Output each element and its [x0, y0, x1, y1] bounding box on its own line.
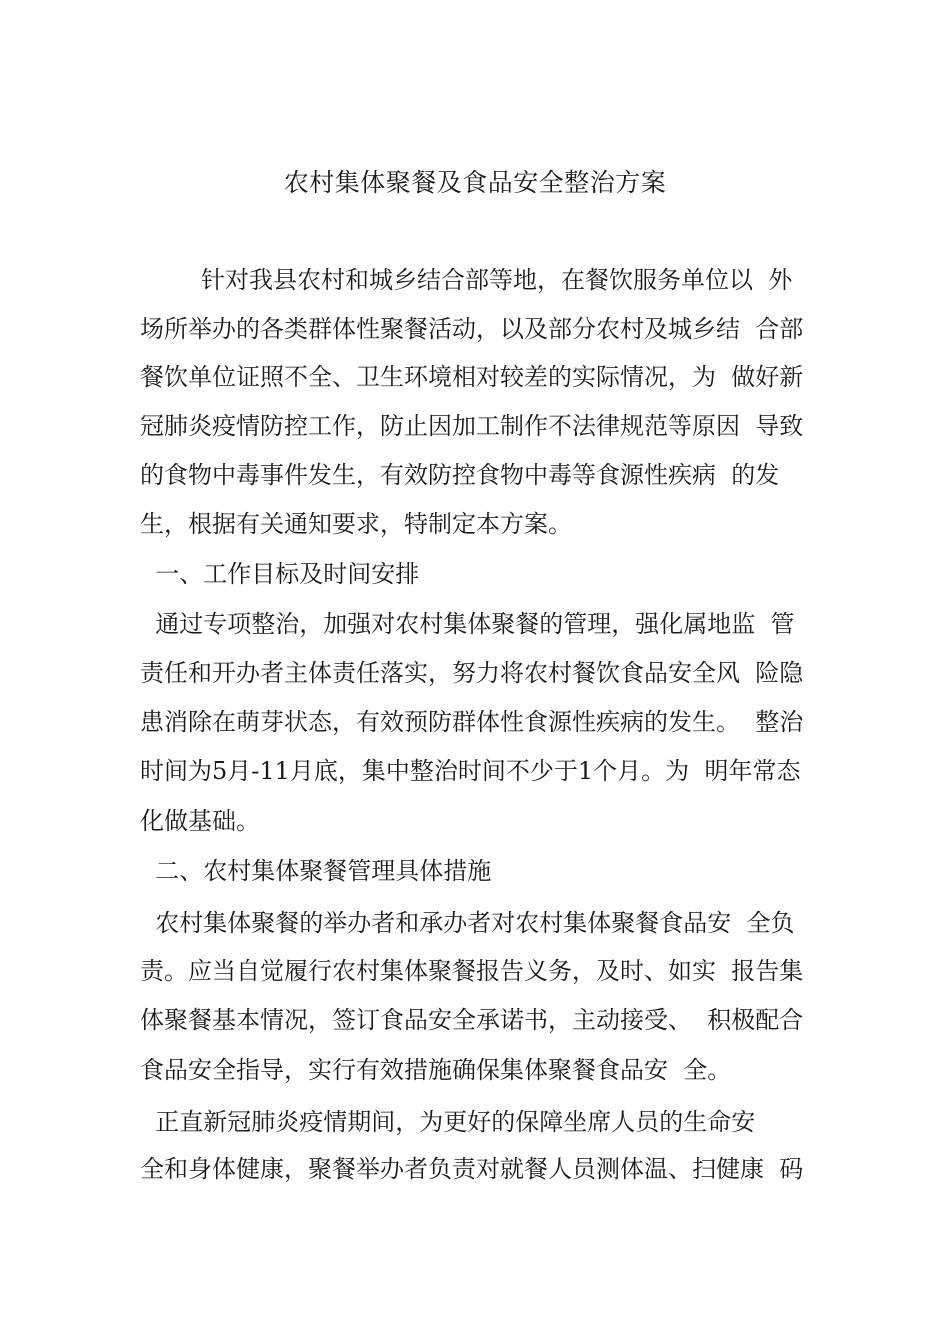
- body-line: 责。应当自觉履行农村集体聚餐报告义务，及时、如实 报告集: [140, 957, 804, 985]
- body-line: 餐饮单位证照不全、卫生环境相对较差的实际情况，为 做好新: [140, 363, 804, 391]
- body-line: 通过专项整治，加强对农村集体聚餐的管理，强化属地监 管: [140, 610, 795, 638]
- section-heading: 二、农村集体聚餐管理具体措施: [140, 857, 492, 885]
- document-body: [140, 0, 840, 1344]
- body-line: 农村集体聚餐的举办者和承办者对农村集体聚餐食品安 全负: [140, 909, 795, 937]
- document-title: 农村集体聚餐及食品安全整治方案: [283, 168, 667, 197]
- section-heading: 一、工作目标及时间安排: [140, 560, 420, 588]
- body-line: 食品安全指导，实行有效措施确保集体聚餐食品安 全。: [140, 1056, 732, 1084]
- body-line: 场所举办的各类群体性聚餐活动，以及部分农村及城乡结 合部: [140, 315, 804, 343]
- body-line: 全和身体健康，聚餐举办者负责对就餐人员测体温、扫健康 码: [140, 1155, 804, 1183]
- body-line: 正直新冠肺炎疫情期间，为更好的保障坐席人员的生命安: [140, 1108, 756, 1136]
- body-line: 针对我县农村和城乡结合部等地，在餐饮服务单位以 外: [140, 266, 793, 294]
- body-line: 生，根据有关通知要求，特制定本方案。: [140, 510, 572, 538]
- body-line: 体聚餐基本情况，签订食品安全承诺书，主动接受、 积极配合: [140, 1006, 804, 1034]
- body-line: 化做基础。: [140, 807, 260, 835]
- body-line: 责任和开办者主体责任落实，努力将农村餐饮食品安全风 险隐: [140, 659, 804, 687]
- body-line: 时间为5月-11月底，集中整治时间不少于1个月。为 明年常态: [140, 757, 801, 785]
- body-line: 患消除在萌芽状态，有效预防群体性食源性疾病的发生。 整治: [140, 708, 804, 736]
- body-line: 的食物中毒事件发生，有效防控食物中毒等食源性疾病 的发: [140, 461, 780, 489]
- body-line: 冠肺炎疫情防控工作，防止因加工制作不法律规范等原因 导致: [140, 412, 804, 440]
